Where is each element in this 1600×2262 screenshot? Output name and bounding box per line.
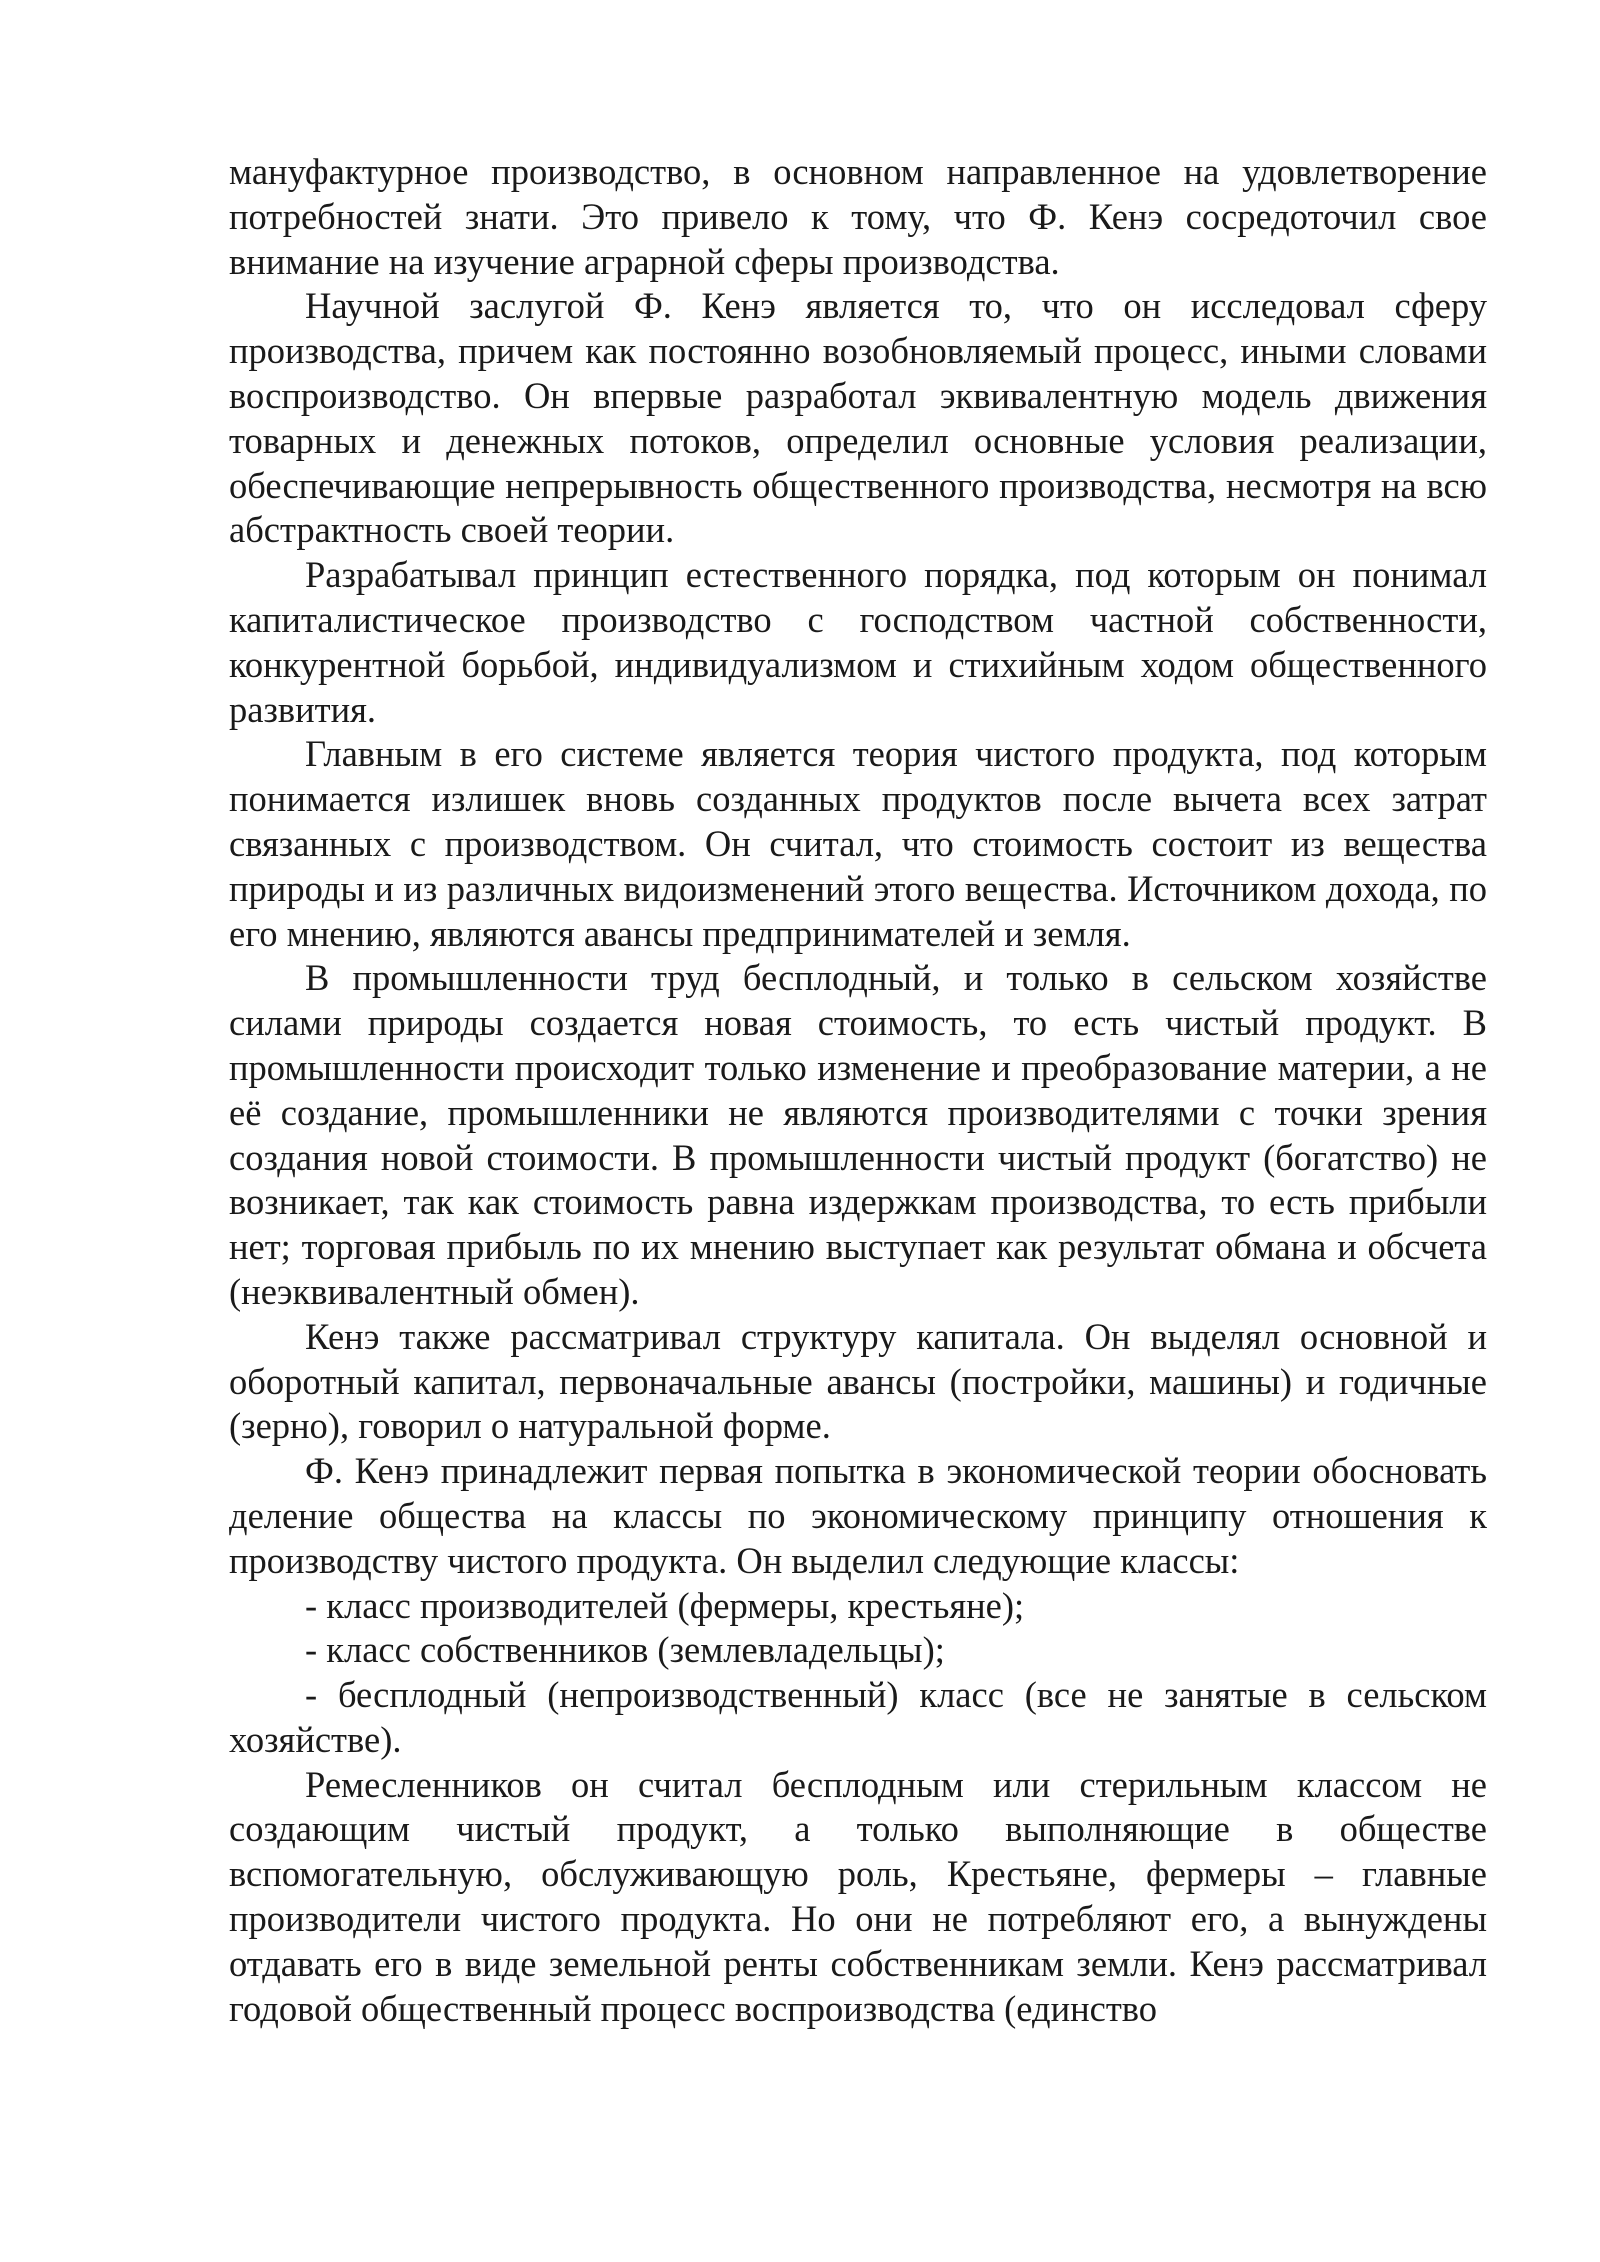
list-item-producers: - класс производителей (фермеры, крестьяне); <box>305 1584 1025 1626</box>
paragraph-4: Главным в его системе является теория чистого продукта, под которым понимается излишек вновь созданных продуктов после вычета всех затрат связанных с производством. Он считал, что стоимость состоит из вещества природы и из различных видоизменений этого вещества. Источником дохода, по его мнению, являются авансы предпринимателей и земля. <box>229 733 1487 954</box>
paragraph-5: В промышленности труд бесплодный, и только в сельском хозяйстве силами природы создается новая стоимость, то есть чистый продукт. В промышленности происходит только изменение и преобразование материи, а не её создание, промышленники не являются производителями с точки зрения создания новой стоимости. В промышленности чистый продукт (богатство) не возникает, так как стоимость равна издержкам производства, то есть прибыли нет; торговая прибыль по их мнению выступает как результат обмана и обсчета (неэквивалентный обмен). <box>229 957 1487 1312</box>
paragraph-closing: Ремесленников он считал бесплодным или стерильным классом не создающим чистый продукт, а только выполняющие в обществе вспомогательную, обслуживающую роль, Крестьяне, фермеры – главные производители чистого продукта. Но они не потребляют его, а вынуждены отдавать его в виде земельной ренты собственникам земли. Кенэ рассматривал годовой общественный процесс воспроизводства (единство <box>229 1763 1487 2029</box>
paragraph-2: Научной заслугой Ф. Кенэ является то, что он исследовал сферу производства, причем как постоянно возобновляемый процесс, иными словами воспроизводство. Он впервые разработал эквивалентную модель движения товарных и денежных потоков, определил основные условия реализации, обеспечивающие непрерывность общественного производства, несмотря на всю абстрактность своей теории. <box>229 285 1487 551</box>
document-page <box>229 150 1487 2031</box>
paragraph-6: Кенэ также рассматривал структуру капитала. Он выделял основной и оборотный капитал, первоначальные авансы (постройки, машины) и годичные (зерно), говорил о натуральной форме. <box>229 1315 1487 1447</box>
paragraph-1: мануфактурное производство, в основном направленное на удовлетворение потребностей знати. Это привело к тому, что Ф. Кенэ сосредоточил свое внимание на изучение аграрной сферы производства. <box>229 151 1487 282</box>
list-item-sterile-class: - бесплодный (непроизводственный) класс (все не занятые в сельском хозяйстве). <box>229 1674 1487 1760</box>
list-item-owners: - класс собственников (землевладельцы); <box>305 1629 945 1671</box>
paragraph-3: Разрабатывал принцип естественного порядка, под которым он понимал капиталистическое производство с господством частной собственности, конкурентной борьбой, индивидуализмом и стихийным ходом общественного развития. <box>229 554 1487 730</box>
paragraph-7: Ф. Кенэ принадлежит первая попытка в экономической теории обосновать деление общества на классы по экономическому принципу отношения к производству чистого продукта. Он выделил следующие классы: <box>229 1450 1487 1581</box>
